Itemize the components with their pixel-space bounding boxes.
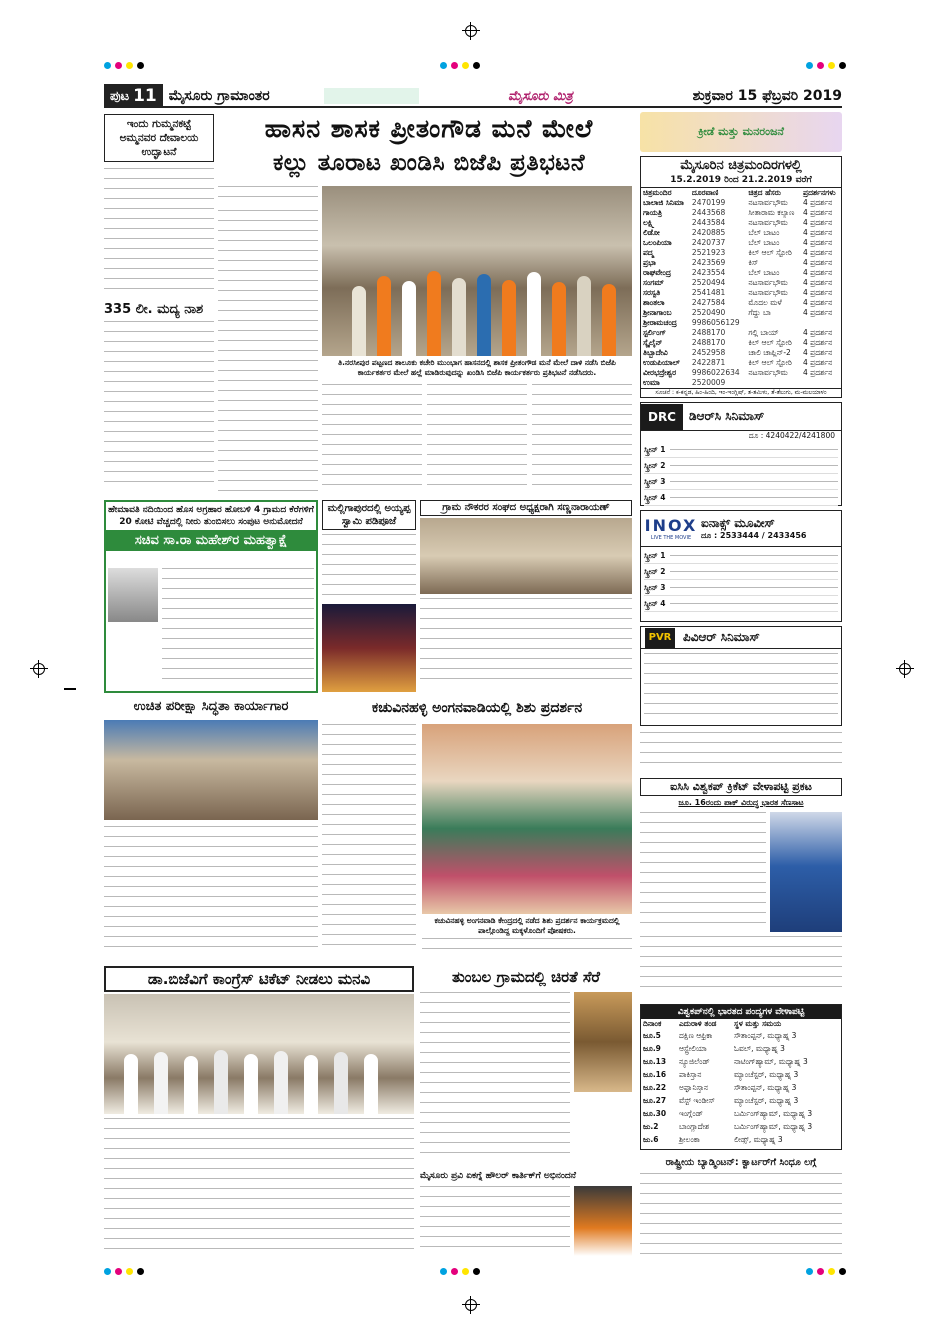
cinema-row — [641, 208, 841, 218]
col-shows: ಪ್ರದರ್ಶನಗಳು — [802, 188, 836, 197]
cinema-row — [641, 248, 841, 258]
screen-label: ಸ್ಕ್ರೀನ್ 4 — [644, 492, 666, 502]
color-dots-top-mid — [440, 62, 480, 69]
story-temple — [104, 114, 214, 497]
screen-label: ಸ್ಕ್ರೀನ್ 3 — [644, 476, 666, 486]
theatre-name: ಶ್ರೀರಾಮಚಂದ್ರ — [643, 318, 677, 327]
inox-title: ಐನಾಕ್ಸ್ ಮೂವೀಸ್ — [701, 516, 775, 530]
anganwadi-caption: ಕಚುವಿನಹಳ್ಳಿ ಅಂಗನವಾಡಿ ಕೇಂದ್ರದಲ್ಲಿ ನಡೆದ ಶಿಶು ಪ್ರದರ್ಶನ ಕಾರ್ಯಕ್ರಮದಲ್ಲಿ ಪಾಲ್ಗೊಂಡಿದ್ದ ಮಕ್ಕಳೊಂದಿಗೆ ಪೋಷಕರು. — [434, 916, 620, 935]
show-count: 4 ಪ್ರದರ್ಶನ — [802, 328, 833, 337]
cinema-row — [641, 378, 841, 388]
screen-row — [644, 548, 838, 564]
match-venue: ಬರ್ಮಿಂಗ್‌ಹ್ಯಾಮ್, ಮಧ್ಯಾಹ್ನ 3 — [733, 1122, 813, 1131]
anganwadi-body-right — [422, 938, 632, 958]
theatre-phone: 9986056129 — [691, 318, 740, 327]
theatre-name: ಶಾಂತಲಾ — [643, 298, 665, 307]
issue-date: ಶುಕ್ರವಾರ 15 ಫೆಬ್ರವರಿ 2019 — [692, 88, 842, 104]
screen-label: ಸ್ಕ್ರೀನ್ 1 — [644, 550, 666, 560]
theatre-phone: 2443568 — [691, 208, 726, 217]
sched-col-venue: ಸ್ಥಳ ಮತ್ತು ಸಮಯ — [733, 1019, 782, 1028]
theatre-name: ಶ್ರೀನಾಗಾಂಬ — [643, 308, 672, 317]
schedule-row — [641, 1042, 841, 1055]
match-opponent: ಶ್ರೀಲಂಕಾ — [678, 1135, 700, 1144]
match-venue: ಮ್ಯಾಂಚೆಸ್ಟರ್, ಮಧ್ಯಾಹ್ನ 3 — [733, 1070, 799, 1079]
cinema-row — [641, 278, 841, 288]
match-opponent: ಆಸ್ಟ್ರೇಲಿಯಾ — [678, 1044, 707, 1053]
show-count: 4 ಪ್ರದರ್ಶನ — [802, 308, 833, 317]
schedule-row — [641, 1081, 841, 1094]
show-count: 4 ಪ್ರದರ್ಶನ — [802, 278, 833, 287]
theatre-phone: 2420885 — [691, 228, 726, 237]
color-dots-bottom-left — [104, 1268, 144, 1275]
theatre-name: ಒಲಂಪಿಯಾ — [643, 238, 672, 247]
theatre-phone: 2422871 — [691, 358, 726, 367]
story-ayyappa — [322, 500, 416, 693]
col-film: ಚಿತ್ರದ ಹೆಸರು — [748, 188, 781, 197]
cinema-row — [641, 218, 841, 228]
page-number: 11 — [133, 86, 157, 106]
screen-row — [644, 564, 838, 580]
hemavathi-body — [162, 568, 314, 686]
film-name: ಸೀತಾರಾಮ ಕಲ್ಯಾಣ — [748, 208, 795, 217]
cinema-dates: 15.2.2019 ರಿಂದ 21.2.2019 ವರೆಗೆ — [641, 175, 841, 188]
pvr-showtimes — [641, 649, 841, 723]
cinema-listing — [640, 156, 842, 398]
cinema-legend: ಸೂಚನೆ : ಕ-ಕನ್ನಡ, ಹಿಂ-ಹಿಂದಿ, ಇಂ-ಇಂಗ್ಲಿಷ್, ತ-ತಮಿಳು, ತೆ-ತೆಲುಗು, ಮ-ಮಲಯಾಳಂ — [641, 388, 841, 397]
congress-headline: ಡಾ.ಬಿಜೆವಿಗೆ ಕಾಂಗ್ರೆಸ್ ಟಿಕೆಟ್ ನೀಡಲು ಮನವಿ — [104, 966, 414, 992]
grama-headline: ಗ್ರಾಮ ನೌಕರರ ಸಂಘದ ಅಧ್ಯಕ್ಷರಾಗಿ ಸಣ್ಣನಾರಾಯಣ್ — [420, 500, 632, 516]
header-green-band — [324, 88, 419, 104]
film-name: ನಟಸಾರ್ವಭೌಮ — [748, 198, 788, 207]
show-count: 4 ಪ್ರದರ್ಶನ — [802, 258, 833, 267]
show-count: 4 ಪ್ರದರ್ಶನ — [802, 348, 833, 357]
cricket-body-bottom — [640, 936, 842, 1000]
theatre-name: ಲಿಡೋ — [643, 228, 660, 237]
theatre-phone: 2427584 — [691, 298, 726, 307]
badminton-headline: ರಾಷ್ಟ್ರೀಯ ಬ್ಯಾಡ್ಮಿಂಟನ್: ಕ್ವಾರ್ಟರ್‌ಗೆ ಸಿಂಧೂ ಲಗ್ಗೆ — [665, 1157, 817, 1168]
lead-photo — [322, 186, 632, 356]
theatre-name: ತಿಬ್ಬಾದೇವಿ — [643, 348, 668, 357]
screen-showtimes — [670, 571, 838, 572]
story-chirate — [420, 966, 632, 1166]
drc-screens — [641, 441, 841, 507]
inox-tagline: LIVE THE MOVIE — [650, 535, 692, 541]
color-dots-top-left — [104, 62, 144, 69]
schedule-row — [641, 1029, 841, 1042]
leopard-photo — [574, 992, 632, 1092]
film-name: ನಟಸಾರ್ವಭೌಮ — [748, 218, 788, 227]
schedule-row — [641, 1120, 841, 1133]
registration-mark-bottom — [462, 1296, 480, 1314]
screen-label: ಸ್ಕ್ರೀನ್ 3 — [644, 582, 666, 592]
pvr-box — [640, 626, 842, 726]
cinema-row — [641, 228, 841, 238]
screen-showtimes — [670, 603, 838, 604]
inox-phone: ದೂ : 2533444 / 2433456 — [701, 531, 807, 540]
lead-photo-caption: ತಿ.ನರಸೀಪುರ ಪಟ್ಟಣದ ತಾಲೂಕು ಕಚೇರಿ ಮುಂಭಾಗ ಹಾಸನದಲ್ಲಿ ಶಾಸಕ ಪ್ರೀತಂಗೌಡ ಮನೆ ಮೇಲೆ ದಾಳಿ ನಡೆಸಿ ಬಿಜೆಪಿ ಕಾರ್ಯಕರ್ತರ ಮೇಲೆ ಹಲ್ಲೆ ಮಾಡಿರುವುದನ್ನು ಖಂಡಿಸಿ ಬಿಜೆಪಿ ಕಾರ್ಯಕರ್ತರು ಪ್ರತಿಭಟನೆ ನಡೆಸಿದರು. — [338, 358, 616, 377]
match-opponent: ಬಾಂಗ್ಲಾದೇಶ — [678, 1122, 710, 1131]
film-name — [746, 318, 801, 328]
theatre-phone: 2488170 — [691, 328, 726, 337]
kohli-photo — [770, 812, 842, 932]
theatre-name: ಉಮಾ — [643, 378, 660, 387]
theatre-name: ಪದ್ಮ — [643, 248, 654, 257]
theatre-phone: 2520490 — [691, 308, 726, 317]
match-opponent: ಪಾಕಿಸ್ತಾನ — [678, 1070, 702, 1079]
screen-row — [644, 580, 838, 596]
film-name: ಮೊದಲ ಮಳೆ — [748, 298, 782, 307]
cinema-row — [641, 368, 841, 378]
film-name: ನಟಸಾರ್ವಭೌಮ — [748, 368, 788, 377]
screen-showtimes — [670, 465, 838, 466]
screen-label: ಸ್ಕ್ರೀನ್ 2 — [644, 566, 666, 576]
cinema-row — [641, 328, 841, 338]
liquor-body — [104, 321, 214, 493]
schedule-row — [641, 1133, 841, 1146]
match-date: ಜೂ.22 — [643, 1083, 667, 1092]
chirate-body — [420, 992, 570, 1162]
match-venue: ಸೌತಾಂಪ್ಟನ್, ಮಧ್ಯಾಹ್ನ 3 — [733, 1083, 797, 1092]
film-name: ನಟಸಾರ್ವಭೌಮ — [748, 288, 788, 297]
screen-row — [644, 596, 838, 612]
registration-mark-top — [462, 22, 480, 40]
col-phone: ದೂರವಾಣಿ — [691, 188, 719, 197]
film-name: ಬೆಲ್ ಬಾಟಂ — [748, 268, 780, 277]
pvr-logo: PVR — [645, 628, 675, 648]
drc-phone: ದೂ : 4240422/4241800 — [748, 431, 835, 440]
show-count: 4 ಪ್ರದರ್ಶನ — [802, 208, 833, 217]
inox-logo-block — [641, 516, 701, 541]
cinema-row — [641, 298, 841, 308]
show-count: 4 ಪ್ರದರ್ಶನ — [802, 368, 833, 377]
lead-body-mid2 — [427, 384, 527, 497]
film-name: ಬೆಲ್ ಬಾಟಂ — [748, 238, 780, 247]
cinema-row — [641, 348, 841, 358]
bowler-body — [420, 1186, 570, 1260]
schedule-row — [641, 1094, 841, 1107]
screen-showtimes — [670, 587, 838, 588]
col2-body-upper — [218, 210, 318, 497]
cinema-note — [640, 732, 842, 776]
match-opponent: ವೆಸ್ಟ್ ಇಂಡೀಸ್ — [678, 1096, 715, 1105]
cricket-headline: ಐಸಿಸಿ ವಿಶ್ವಕಪ್ ಕ್ರಿಕೆಟ್ ವೇಳಾಪಟ್ಟಿ ಪ್ರಕಟ — [640, 778, 842, 796]
registration-mark-left — [30, 660, 48, 678]
match-opponent: ಇಂಗ್ಲೆಂಡ್ — [678, 1109, 703, 1118]
section-title: ಮೈಸೂರು ಗ್ರಾಮಾಂತರ — [168, 88, 270, 104]
theatre-phone: 2541481 — [691, 288, 726, 297]
theatre-phone: 2521923 — [691, 248, 726, 257]
match-opponent: ದಕ್ಷಿಣ ಆಫ್ರಿಕಾ — [678, 1031, 713, 1040]
drc-logo: DRC — [641, 404, 683, 430]
margin-tick — [64, 688, 76, 690]
cricket-body-top — [640, 812, 766, 932]
story-congress — [104, 966, 414, 1262]
show-count: 4 ಪ್ರದರ್ಶನ — [802, 218, 833, 227]
inox-box — [640, 510, 842, 622]
inox-screens — [641, 547, 841, 613]
match-date: ಜೂ.30 — [643, 1109, 667, 1118]
screen-label: ಸ್ಕ್ರೀನ್ 4 — [644, 598, 666, 608]
show-count: 4 ಪ್ರದರ್ಶನ — [802, 338, 833, 347]
match-date: ಜೂ.13 — [643, 1057, 667, 1066]
film-name: ಕಿಲ್ ಆಲ್ ಸ್ಟೋರಿ — [748, 338, 792, 347]
cinema-title: ಮೈಸೂರಿನ ಚಿತ್ರಮಂದಿರಗಳಲ್ಲಿ — [680, 158, 802, 173]
match-venue: ಮ್ಯಾಂಚೆಸ್ಟರ್, ಮಧ್ಯಾಹ್ನ 3 — [733, 1096, 799, 1105]
match-date: ಜೂ.9 — [643, 1044, 661, 1053]
drc-box — [640, 402, 842, 506]
story-anganwadi — [322, 698, 632, 960]
film-name: ಕಿಸ್ — [748, 258, 759, 267]
ayyappa-headline: ಮಲ್ಲಿಗಾಪುರದಲ್ಲಿ ಅಯ್ಯಪ್ಪ ಸ್ವಾಮಿ ಪಡಿಪೂಜೆ — [322, 500, 416, 530]
hemavathi-subhead: ಸಚಿವ ಸಾ.ರಾ ಮಹೇಶ್‍ರ ಮಹತ್ವಾಕ್ಷೆ — [106, 530, 316, 551]
match-date: ಜು.2 — [643, 1122, 659, 1131]
theatre-phone: 2423554 — [691, 268, 726, 277]
sports-banner-text: ಕ್ರೀಡೆ ಮತ್ತು ಮನರಂಜನೆ — [698, 125, 784, 138]
screen-label: ಸ್ಕ್ರೀನ್ 2 — [644, 460, 666, 470]
screen-label: ಸ್ಕ್ರೀನ್ 1 — [644, 444, 666, 454]
temple-headline: ಇಂದು ಗುಮ್ಮನಕಟ್ಟೆ ಅಮ್ಮನವರ ದೇವಾಲಯ ಉದ್ಘಾಟನೆ — [104, 114, 214, 162]
match-date: ಜೂ.16 — [643, 1070, 667, 1079]
lead-headline-line2: ಕಲ್ಲು ತೂರಾಟ ಖಂಡಿಸಿ ಬಿಜೆಪಿ ಪ್ರತಿಭಟನೆ — [272, 150, 586, 176]
theatre-phone: 2452958 — [691, 348, 726, 357]
inox-logo: INOX — [644, 516, 698, 535]
cinema-row — [641, 198, 841, 208]
page-header — [104, 86, 842, 108]
schedule-row — [641, 1068, 841, 1081]
film-name: ಬೆಲ್ ಬಾಟಂ — [748, 228, 780, 237]
pvr-title: ಪಿವಿಆರ್ ಸಿನಿಮಾಸ್ — [683, 630, 760, 644]
anganwadi-headline: ಕಚುವಿನಹಳ್ಳಿ ಅಂಗನವಾಡಿಯಲ್ಲಿ ಶಿಶು ಪ್ರದರ್ಶನ — [371, 700, 583, 716]
bowler-photo — [574, 1186, 632, 1256]
film-name: ಕಿಲ್ ಆಲ್ ಸ್ಟೋರಿ — [748, 358, 792, 367]
show-count: 4 ಪ್ರದರ್ಶನ — [802, 238, 833, 247]
cinema-table-header — [641, 188, 841, 198]
anganwadi-photo — [422, 724, 632, 914]
story-hemavathi — [104, 500, 318, 693]
screen-row — [644, 442, 838, 458]
match-venue: ಓವಲ್, ಮಧ್ಯಾಹ್ನ 3 — [733, 1044, 785, 1053]
theatre-phone: 2470199 — [691, 198, 726, 207]
anganwadi-body-left — [322, 724, 416, 954]
cricket-subhead: ಜೂ. 16ರಂದು ಪಾಕ್ ವಿರುದ್ಧ ಭಾರತ ಸೆಣಸಾಟ — [678, 798, 804, 807]
congress-photo — [104, 994, 414, 1114]
story-exam — [104, 698, 318, 960]
match-date: ಜು.6 — [643, 1135, 659, 1144]
exam-body — [104, 826, 318, 956]
theatre-name: ರಾಘವೇಂದ್ರ — [643, 268, 672, 277]
screen-row — [644, 474, 838, 490]
cinema-row — [641, 308, 841, 318]
story-bowler — [420, 1170, 632, 1262]
page-number-badge — [104, 84, 163, 108]
sched-col-opp: ಎದುರಾಳಿ ತಂಡ — [678, 1019, 717, 1028]
screen-showtimes — [670, 481, 838, 482]
screen-row — [644, 458, 838, 474]
cinema-row — [641, 358, 841, 368]
chirate-headline: ತುಂಬಲ ಗ್ರಾಮದಲ್ಲಿ ಚಿರತೆ ಸೆರೆ — [452, 968, 600, 986]
exam-photo — [104, 720, 318, 820]
schedule-row — [641, 1055, 841, 1068]
schedule-title: ವಿಶ್ವಕಪ್‌ನಲ್ಲಿ ಭಾರತದ ಪಂದ್ಯಗಳ ವೇಳಾಪಟ್ಟಿ — [641, 1005, 841, 1019]
theatre-phone: 2420737 — [691, 238, 726, 247]
theatre-name: ವೀರಭದ್ರೇಶ್ವರ — [643, 368, 677, 377]
screen-showtimes — [670, 555, 838, 556]
show-count: 4 ಪ್ರದರ್ಶನ — [802, 288, 833, 297]
schedule-table — [641, 1019, 841, 1146]
screen-showtimes — [670, 497, 838, 498]
theatre-name: ಸಂಗಮ್ — [643, 278, 664, 287]
color-dots-bottom-mid — [440, 1268, 480, 1275]
drc-title: ಡಿಆರ್‌ಸಿ ಸಿನಿಮಾಸ್ — [689, 409, 765, 423]
cinema-row — [641, 318, 841, 328]
theatre-phone: 2520494 — [691, 278, 726, 287]
story-cricket — [640, 778, 842, 1152]
theatre-phone: 2423569 — [691, 258, 726, 267]
lead-headline — [220, 112, 638, 180]
film-name — [746, 378, 801, 388]
sched-col-date: ದಿನಾಂಕ — [643, 1019, 662, 1028]
match-opponent: ನ್ಯೂಜಿಲೆಂಡ್ — [678, 1057, 710, 1066]
col-theatre: ಚಿತ್ರಮಂದಿರ — [643, 188, 672, 197]
schedule-box — [640, 1004, 842, 1150]
match-opponent: ಅಫ್ಘಾನಿಸ್ತಾನ — [678, 1083, 709, 1092]
bowler-headline: ಮೈಸೂರು ಪ್ರವಿ ಏಕಗ್ನೆ ಹೌಲರ್ ಕಾರ್ತಿಕ್‌ಗೆ ಅಭಿನಂದನೆ — [420, 1171, 577, 1181]
film-name: ಗಲ್ಲಿ ಬಾಯ್ — [748, 328, 779, 337]
grama-body — [420, 598, 632, 692]
match-date: ಜೂ.27 — [643, 1096, 667, 1105]
sports-banner — [640, 112, 842, 152]
badminton-body — [640, 1173, 842, 1261]
show-count: 4 ಪ್ರದರ್ಶನ — [802, 228, 833, 237]
theatre-phone: 2488170 — [691, 338, 726, 347]
film-name: ಕಿಲ್ ಆಲ್ ಸ್ಟೋರಿ — [748, 248, 792, 257]
color-dots-top-right — [806, 62, 846, 69]
temple-body — [104, 168, 214, 298]
theatre-name: ಉಡುಪಿಯಾಲ್ — [643, 358, 680, 367]
match-venue: ನಾಟಿಂಗ್‌ಹ್ಯಾಮ್, ಮಧ್ಯಾಹ್ನ 3 — [733, 1057, 808, 1066]
show-count: 4 ಪ್ರದರ್ಶನ — [802, 268, 833, 277]
cinema-row — [641, 258, 841, 268]
hemavathi-headline: ಹೇಮಾವತಿ ನದಿಯಿಂದ ಹೊಸ ಅಗ್ರಹಾರ ಹೋಬಳಿ 4 ಗ್ರಾಮದ ಕೆರೆಗಳಿಗೆ 20 ಕೋಟಿ ವೆಚ್ಚದಲ್ಲಿ ನೀರು ತುಂಬಿಸಲು ಸಂಪುಟ ಅನುಮೋದನೆ — [108, 505, 314, 527]
film-name: ಗೆದ್ದು ಬಾ — [748, 308, 771, 317]
cinema-row — [641, 288, 841, 298]
cinema-row — [641, 238, 841, 248]
theatre-name: ಸ್ಕೈಲೈನ್ — [643, 338, 663, 347]
lead-body-mid — [322, 384, 422, 497]
screen-row — [644, 490, 838, 506]
theatre-name: ಬಾಲಾಜಿ ಸಿನಿಮಾ — [643, 198, 684, 207]
lead-body-right — [532, 384, 632, 497]
ayyappa-body — [322, 534, 416, 599]
theatre-name: ಸ್ಟರ್ಲಿಂಗ್ — [643, 328, 666, 337]
masthead-logo: ಮೈಸೂರು ಮಿತ್ರ — [508, 88, 573, 104]
screen-showtimes — [670, 449, 838, 450]
cinema-row — [641, 268, 841, 278]
show-count — [801, 378, 841, 388]
cinema-table — [641, 188, 841, 388]
show-count: 4 ಪ್ರದರ್ಶನ — [802, 248, 833, 257]
story-grama-naukara — [420, 500, 632, 693]
exam-headline: ಉಚಿತ ಪರೀಕ್ಷಾ ಸಿದ್ಧತಾ ಕಾರ್ಯಾಗಾರ — [133, 699, 289, 714]
page-label: ಪುಟ — [110, 88, 130, 104]
match-venue: ಸೌತಾಂಪ್ಟನ್, ಮಧ್ಯಾಹ್ನ 3 — [733, 1031, 797, 1040]
theatre-phone: 2520009 — [691, 378, 726, 387]
ayyappa-photo — [322, 604, 416, 692]
lead-body-left — [218, 186, 318, 206]
story-badminton — [640, 1156, 842, 1262]
color-dots-bottom-right — [806, 1268, 846, 1275]
film-name: ಚಾಲಿ ಚಾಪ್ಲಿನ್-2 — [748, 348, 791, 357]
theatre-name: ಪ್ರಭಾ — [643, 258, 656, 267]
registration-mark-right — [896, 660, 914, 678]
lead-headline-line1: ಹಾಸನ ಶಾಸಕ ಪ್ರೀತಂಗೌಡ ಮನೆ ಮೇಲೆ — [264, 114, 594, 143]
theatre-name: ಸರಸ್ವತಿ — [643, 288, 661, 297]
schedule-row — [641, 1107, 841, 1120]
match-venue: ಲೀಡ್ಸ್, ಮಧ್ಯಾಹ್ನ 3 — [733, 1135, 783, 1144]
grama-photo — [420, 518, 632, 594]
theatre-phone: 2443584 — [691, 218, 726, 227]
match-venue: ಬರ್ಮಿಂಗ್‌ಹ್ಯಾಮ್, ಮಧ್ಯಾಹ್ನ 3 — [733, 1109, 813, 1118]
show-count — [801, 318, 841, 328]
match-date: ಜೂ.5 — [643, 1031, 661, 1040]
film-name: ನಟಸಾರ್ವಭೌಮ — [748, 278, 788, 287]
liquor-headline: 335 ಲೀ. ಮದ್ಯ ನಾಶ — [104, 302, 204, 317]
show-count: 4 ಪ್ರದರ್ಶನ — [802, 298, 833, 307]
show-count: 4 ಪ್ರದರ್ಶನ — [802, 198, 833, 207]
show-count: 4 ಪ್ರದರ್ಶನ — [802, 358, 833, 367]
theatre-phone: 9986022634 — [691, 368, 740, 377]
theatre-name: ಗಾಯತ್ರಿ — [643, 208, 663, 217]
theatre-name: ಲಕ್ಷ್ಮಿ — [643, 218, 655, 227]
minister-photo — [108, 568, 158, 622]
congress-body — [104, 1118, 414, 1258]
cinema-row — [641, 338, 841, 348]
